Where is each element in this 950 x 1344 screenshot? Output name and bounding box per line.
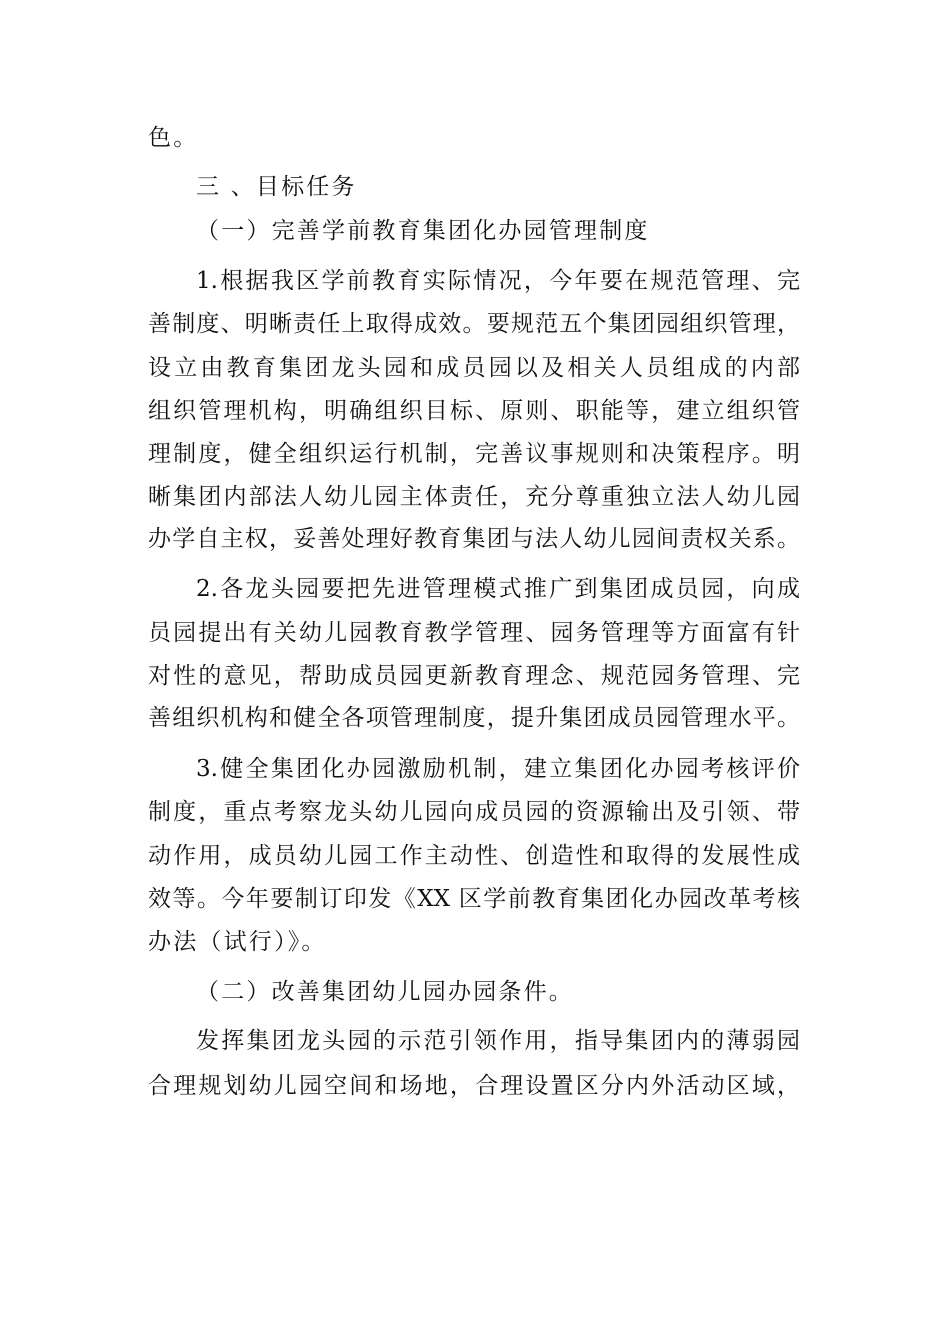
paragraph-2-line-4: 善组织机构和健全各项管理制度，提升集团成员园管理水平。 [148,705,800,731]
paragraph-1-line-4: 组织管理机构，明确组织目标、原则、职能等，建立组织管 [148,398,800,424]
paragraph-2-line-2: 员园提出有关幼儿园教育教学管理、园务管理等方面富有针 [148,620,800,646]
paragraph-3-line-1: 3.健全集团化办园激励机制，建立集团化办园考核评价 [196,756,800,782]
paragraph-2-line-3: 对性的意见，帮助成员园更新教育理念、规范园务管理、完 [148,663,800,689]
paragraph-1-line-3: 设立由教育集团龙头园和成员园以及相关人员组成的内部 [148,355,800,381]
subsection-heading-2: （二）改善集团幼儿园办园条件。 [196,979,574,1005]
text-line-continuation: 色。 [148,125,199,151]
paragraph-1-line-2: 善制度、明晰责任上取得成效。要规范五个集团园组织管理， [148,311,800,337]
section-heading-3: 三 、目标任务 [196,174,357,200]
paragraph-1-line-1: 1.根据我区学前教育实际情况，今年要在规范管理、完 [196,268,800,294]
paragraph-2-line-1: 2.各龙头园要把先进管理模式推广到集团成员园，向成 [196,576,800,602]
paragraph-3-line-5: 办法（试行）》。 [148,929,327,955]
paragraph-1-line-5: 理制度，健全组织运行机制，完善议事规则和决策程序。明 [148,441,800,467]
paragraph-1-line-7: 办学自主权，妥善处理好教育集团与法人幼儿园间责权关系。 [148,526,800,552]
paragraph-4-line-2: 合理规划幼儿园空间和场地，合理设置区分内外活动区域， [148,1073,800,1099]
paragraph-3-line-4: 效等。今年要制订印发《XX 区学前教育集团化办园改革考核 [148,886,800,912]
paragraph-1-line-6: 晰集团内部法人幼儿园主体责任，充分尊重独立法人幼儿园 [148,484,800,510]
paragraph-4-line-1: 发挥集团龙头园的示范引领作用，指导集团内的薄弱园 [196,1028,800,1054]
paragraph-3-line-3: 动作用，成员幼儿园工作主动性、创造性和取得的发展性成 [148,843,800,869]
subsection-heading-1: （一）完善学前教育集团化办园管理制度 [196,218,650,244]
paragraph-3-line-2: 制度，重点考察龙头幼儿园向成员园的资源输出及引领、带 [148,799,800,825]
